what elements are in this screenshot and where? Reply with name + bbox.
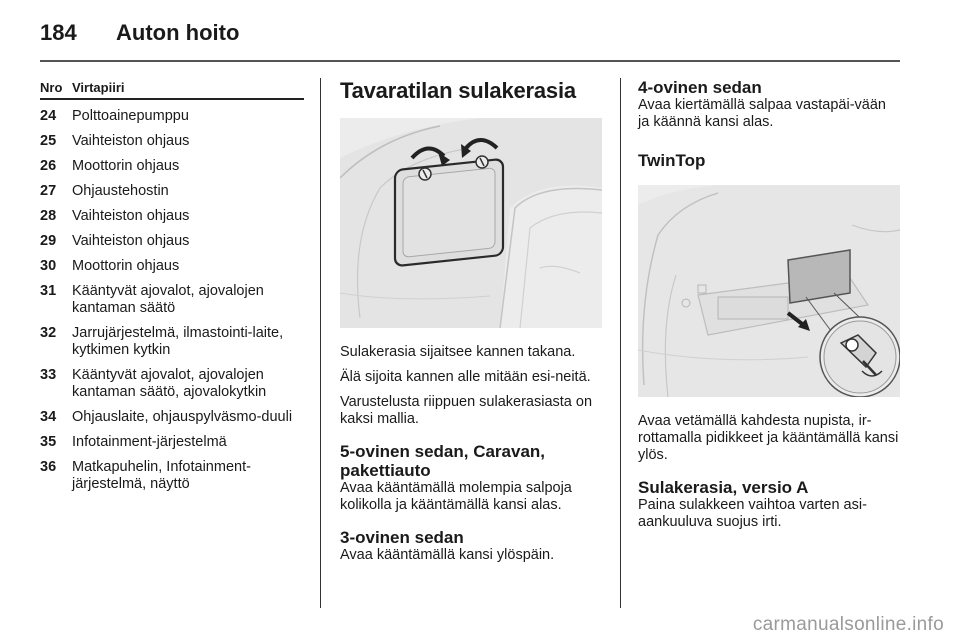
- text-sedan-3-door: Avaa kääntämällä kansi ylöspäin.: [340, 547, 555, 563]
- column-3: [638, 78, 900, 531]
- trunk-fusebox-illustration: [340, 118, 602, 328]
- fuse-circuit: Ohjauslaite, ohjauspylväsmo-duuli: [72, 409, 293, 425]
- table-row: [40, 183, 304, 200]
- text-version-a: Paina sulakkeen vaihtoa varten asi-aankuuluva suojus irti.: [638, 497, 867, 530]
- fuse-number: 30: [40, 258, 57, 274]
- table-row: [40, 133, 304, 150]
- heading-version-a: Sulakerasia, versio A: [638, 478, 809, 497]
- page-number: 184: [40, 20, 77, 45]
- fuse-circuit: Jarrujärjestelmä, ilmastointi-laite, kytkimen kytkin: [72, 325, 284, 358]
- section-heading-trunk: Tavaratilan sulakerasia: [340, 78, 576, 103]
- table-row: [40, 108, 304, 125]
- table-row: [40, 283, 304, 317]
- fuse-number: 29: [40, 233, 57, 249]
- fuse-circuit: Moottorin ohjaus: [72, 258, 180, 274]
- fuse-circuit: Infotainment-järjestelmä: [72, 434, 227, 450]
- heading-sedan-4-door: 4-ovinen sedan: [638, 78, 762, 97]
- twintop-fusebox-drawing: [638, 185, 900, 397]
- trunk-fusebox-drawing: [340, 118, 602, 328]
- fuse-number: 28: [40, 208, 57, 224]
- fuse-circuit: Vaihteiston ohjaus: [72, 208, 190, 224]
- fuse-number: 34: [40, 409, 57, 425]
- table-row: [40, 325, 304, 359]
- trunk-para-location: Sulakerasia sijaitsee kannen takana.: [340, 344, 576, 360]
- table-row: [40, 158, 304, 175]
- table-row: [40, 233, 304, 250]
- heading-sedan-3-door: 3-ovinen sedan: [340, 528, 464, 547]
- column-divider-1: [320, 78, 321, 608]
- page-header: [40, 20, 239, 46]
- fuse-circuit: Kääntyvät ajovalot, ajovalojen kantaman säätö: [72, 283, 264, 316]
- table-row: [40, 409, 304, 426]
- column-divider-2: [620, 78, 621, 608]
- fuse-circuit: Matkapuhelin, Infotainment-järjestelmä, näyttö: [72, 459, 251, 492]
- fuse-circuit: Moottorin ohjaus: [72, 158, 180, 174]
- trunk-para-warning: Älä sijoita kannen alle mitään esi-neitä.: [340, 369, 591, 385]
- trunk-fusebox-section: [340, 78, 608, 564]
- fuse-number: 36: [40, 459, 57, 475]
- fuse-table-body: [40, 108, 304, 493]
- text-twintop: Avaa vetämällä kahdesta nupista, ir-rottamalla pidikkeet ja kääntämällä kansi ylös.: [638, 413, 899, 463]
- table-row: [40, 208, 304, 225]
- text-sedan-4-door: Avaa kiertämällä salpaa vastapäi-vään ja käännä kansi alas.: [638, 97, 886, 130]
- fuse-number: 31: [40, 283, 57, 299]
- fuse-circuit: Vaihteiston ohjaus: [72, 133, 190, 149]
- col-header-nr: Nro: [40, 80, 63, 95]
- fuse-circuit: Polttoainepumppu: [72, 108, 189, 124]
- fuse-table-header: [40, 80, 304, 100]
- fuse-circuit: Ohjaustehostin: [72, 183, 169, 199]
- table-row: [40, 258, 304, 275]
- fuse-table: [40, 80, 304, 493]
- header-rule: [40, 60, 900, 62]
- col-header-circuit: Virtapiiri: [72, 80, 125, 95]
- trunk-para-variants: Varustelusta riippuen sulakerasiasta on kaksi mallia.: [340, 394, 593, 427]
- fuse-number: 27: [40, 183, 57, 199]
- fuse-number: 26: [40, 158, 57, 174]
- fuse-number: 25: [40, 133, 57, 149]
- fuse-number: 24: [40, 108, 57, 124]
- fuse-circuit: Vaihteiston ohjaus: [72, 233, 190, 249]
- fuse-number: 32: [40, 325, 57, 341]
- fuse-number: 33: [40, 367, 57, 383]
- twintop-fusebox-illustration: [638, 185, 900, 397]
- heading-twintop: TwinTop: [638, 151, 706, 170]
- fuse-number: 35: [40, 434, 57, 450]
- table-row: [40, 367, 304, 401]
- watermark: carmanualsonline.info: [752, 614, 944, 635]
- table-row: [40, 434, 304, 451]
- heading-sedan-5-door: 5-ovinen sedan, Caravan, pakettiauto: [340, 442, 546, 480]
- fuse-circuit: Kääntyvät ajovalot, ajovalojen kantaman säätö, ajovalokytkin: [72, 367, 267, 400]
- text-sedan-5-door: Avaa kääntämällä molempia salpoja kolikolla ja kääntämällä kansi alas.: [340, 480, 572, 513]
- table-row: [40, 459, 304, 493]
- chapter-title: Auton hoito: [116, 20, 240, 45]
